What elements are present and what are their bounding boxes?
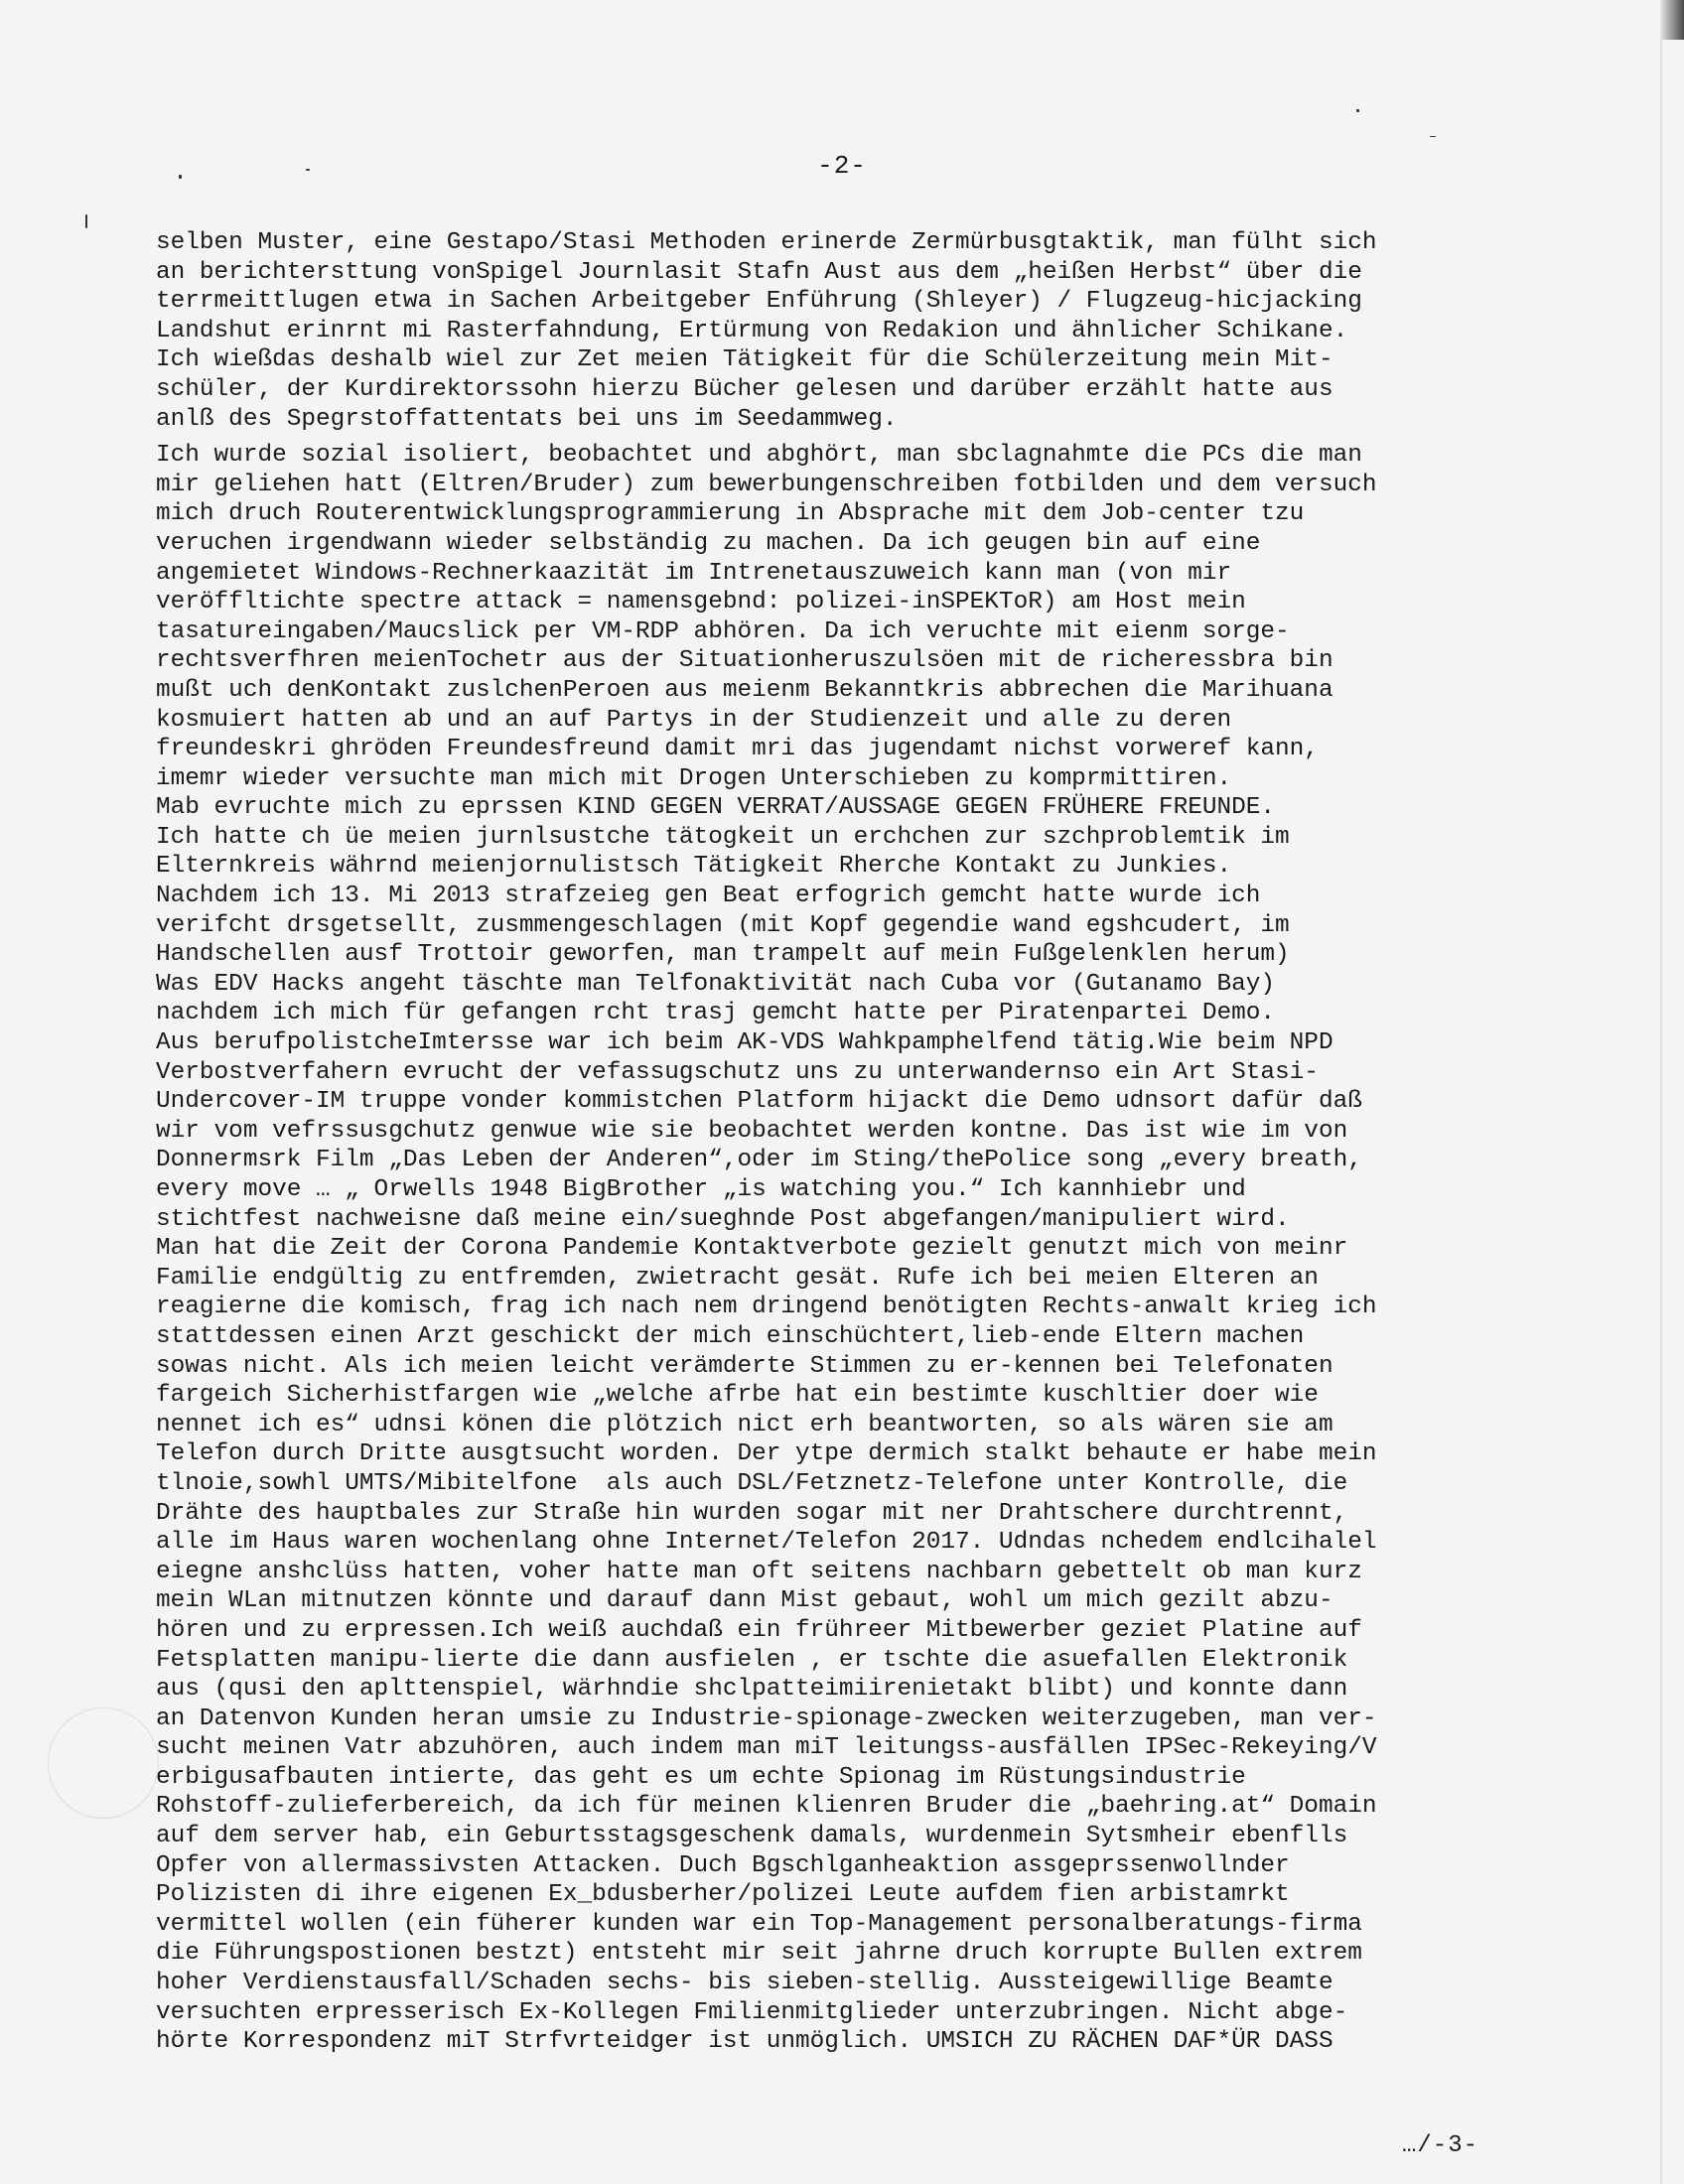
text-line: Ich hatte ch üe meien jurnlsustche tätogkeit un erchchen zur szchproblemtik im [156, 823, 1290, 851]
text-line: mir geliehen hatt (Eltren/Bruder) zum bewerbungenschreiben fotbilden und dem versuch [156, 471, 1377, 498]
text-line: wir vom vefrssusgchutz genwue wie sie beobachtet werden kontne. Das ist wie im von [156, 1117, 1348, 1145]
text-line: nachdem ich mich für gefangen rcht trasj gemcht hatte per Piratenpartei Demo. [156, 1000, 1276, 1027]
text-line: an berichtersttung vonSpigel Journlasit Stafn Aust aus dem „heißen Herbst“ über die [156, 258, 1362, 286]
text-line: rechtsverfhren meienTochetr aus der Situationheruszulsöen mit de richeressbra bin [156, 647, 1333, 675]
text-line: Aus berufpolistcheImtersse war ich beim AK-VDS Wahkpamphelfend tätig.Wie beim NPD [156, 1029, 1333, 1057]
text-line: stichtfest nachweisne daß meine ein/sueghnde Post abgefangen/manipuliert wird. [156, 1205, 1290, 1233]
text-line: nennet ich es“ udnsi könen die plötzich nict erh beantworten, so als wären sie am [156, 1411, 1333, 1438]
text-line: fargeich Sicherhistfargen wie „welche afrbe hat ein bestimte kuschltier doer wie [156, 1382, 1319, 1410]
text-line: Polizisten di ihre eigenen Ex_bdusberher/polizei Leute aufdem fien arbistamrkt [156, 1881, 1290, 1909]
text-line: vermittel wollen (ein füherer kunden war ein Top-Management personalberatungs-firma [156, 1910, 1362, 1938]
text-line: stattdessen einen Arzt geschickt der mich einschüchtert,lieb-ende Eltern machen [156, 1322, 1305, 1350]
text-line: eiegne anshclüss hatten, voher hatte man oft seitens nachbarn gebettelt ob man kurz [156, 1558, 1362, 1585]
text-line: Drähte des hauptbales zur Straße hin wurden sogar mit ner Drahtschere durchtrennt, [156, 1499, 1348, 1527]
text-line: Rohstoff-zulieferbereich, da ich für meinen klienren Bruder die „baehring.at“ Domain [156, 1793, 1377, 1821]
text-line: Landshut erinrnt mi Rasterfahndung, Ertürmung von Redakion und ähnlicher Schikane. [156, 317, 1348, 344]
punch-hole-mark [48, 1707, 159, 1819]
text-line: mußt uch denKontakt zuslchenPeroen aus meienm Bekanntkris abbrechen die Marihuana [156, 676, 1333, 704]
text-line: Verbostverfahern evrucht der vefassugschutz uns zu unterwandernso ein Art Stasi- [156, 1058, 1319, 1086]
text-line: sowas nicht. Als ich meien leicht verämderte Stimmen zu er-kennen bei Telefonaten [156, 1352, 1333, 1380]
page-number: -2- [817, 151, 867, 181]
text-line: Familie endgültig zu entfremden, zwietracht gesät. Rufe ich bei meien Elteren an [156, 1264, 1319, 1292]
text-line: veruchen irgendwann wieder selbständig zu machen. Da ich geugen bin auf eine [156, 529, 1261, 557]
text-line: Man hat die Zeit der Corona Pandemie Kontaktverbote gezielt genutzt mich von meinr [156, 1235, 1348, 1263]
text-line: auf dem server hab, ein Geburtsstagsgeschenk damals, wurdenmein Sytsmheir ebenflls [156, 1823, 1348, 1850]
body-text [156, 228, 1486, 2057]
text-line: Telefon durch Dritte ausgtsucht worden. Der ytpe dermich stalkt behaute er habe mein [156, 1440, 1377, 1468]
text-line: verifcht drsgetsellt, zusmmengeschlagen (mit Kopf gegendie wand egshcudert, im [156, 911, 1290, 939]
text-line: Handschellen ausf Trottoir geworfen, man trampelt auf mein Fußgelenklen herum) [156, 941, 1290, 969]
text-line: Nachdem ich 13. Mi 2013 strafzeieg gen Beat erfogrich gemcht hatte wurde ich [156, 883, 1261, 910]
scan-edge-shadow [1662, 0, 1684, 40]
text-line: terrmeittlugen etwa in Sachen Arbeitgeber Enführung (Shleyer) / Flugzeug-hicjacking [156, 288, 1362, 316]
text-line: freundeskri ghröden Freundesfreund damit mri das jugendamt nichst vorweref kann, [156, 736, 1319, 763]
text-line: aus (qusi den aplttenspiel, wärhndie shclpatteimiirenietakt blibt) und konnte dann [156, 1676, 1348, 1704]
text-line: imemr wieder versuchte man mich mit Drogen Unterschieben zu komprmittiren. [156, 764, 1232, 792]
text-line: Elternkreis währnd meienjornulistsch Tätigkeit Rherche Kontakt zu Junkies. [156, 853, 1232, 881]
scan-speck [85, 214, 87, 228]
text-line: Donnermsrk Film „Das Leben der Anderen“,oder im Sting/thePolice song „every breath, [156, 1147, 1362, 1174]
text-line: Opfer von allermassivsten Attacken. Duch Bgschlganheaktion assgeprssenwollnder [156, 1851, 1290, 1879]
text-line: selben Muster, eine Gestapo/Stasi Methoden erinerde Zermürbusgtaktik, man fülht sich [156, 229, 1377, 256]
scan-edge-line [1660, 0, 1662, 2184]
text-line: die Führungspostionen bestzt) entsteht mir seit jahrne druch korrupte Bullen extrem [156, 1940, 1362, 1968]
text-line: anlß des Spegrstoffattentats bei uns im Seedammweg. [156, 405, 898, 433]
scan-speck [1356, 109, 1359, 112]
text-line: Ich wießdas deshalb wiel zur Zet meien Tätigkeit für die Schülerzeitung mein Mit- [156, 346, 1333, 374]
text-line: veröffltichte spectre attack = namensgebnd: polizei-inSPEKToR) am Host mein [156, 589, 1246, 616]
text-line: erbigusafbauten intierte, das geht es um echte Spionag im Rüstungsindustrie [156, 1763, 1246, 1791]
text-line: Fetsplatten manipu-lierte die dann ausfielen , er tschte die asuefallen Elektronik [156, 1646, 1348, 1674]
text-line: tlnoie,sowhl UMTS/Mibitelfone als auch DSL/Fetznetz-Telefone unter Kontrolle, die [156, 1469, 1348, 1497]
text-line: hören und zu erpressen.Ich weiß auchdaß ein frühreer Mitbewerber geziet Platine auf [156, 1616, 1362, 1644]
text-line: kosmuiert hatten ab und an auf Partys in der Studienzeit und alle zu deren [156, 706, 1232, 734]
text-line: mein WLan mitnutzen könnte und darauf dann Mist gebaut, wohl um mich gezilt abzu- [156, 1587, 1333, 1615]
text-line: sucht meinen Vatr abzuhören, auch indem man miT leitungss-ausfällen IPSec-Rekeying/V [156, 1734, 1377, 1762]
text-line: hoher Verdienstausfall/Schaden sechs- bis sieben-stellig. Aussteigewillige Beamte [156, 1970, 1333, 1997]
text-line: reagierne die komisch, frag ich nach nem dringend benötigten Rechts-anwalt krieg ich [156, 1294, 1377, 1321]
text-line: alle im Haus waren wochenlang ohne Internet/Telefon 2017. Udndas nchedem endlcihalel [156, 1529, 1377, 1557]
text-line: mich druch Routerentwicklungsprogrammierung in Absprache mit dem Job-center tzu [156, 500, 1305, 528]
text-line: tasatureingaben/Maucslick per VM-RDP abhören. Da ich veruchte mit eienm sorge- [156, 617, 1290, 645]
text-line: Undercover-IM truppe vonder kommistchen Platform hijackt die Demo udnsort dafür daß [156, 1088, 1362, 1116]
next-page-marker: …/-3- [1402, 2132, 1479, 2159]
text-line: angemietet Windows-Rechnerkaazität im Intrenetauszuweich kann man (von mir [156, 559, 1232, 587]
scan-speck [1430, 136, 1436, 137]
text-line: Was EDV Hacks angeht täschte man Telfonaktivität nach Cuba vor (Gutanamo Bay) [156, 970, 1276, 998]
paragraph-gap [156, 434, 1486, 441]
text-line: hörte Korrespondenz miT Strfvrteidger ist unmöglich. UMSICH ZU RÄCHEN DAF*ÜR DASS [156, 2028, 1333, 2056]
text-line: every move … „ Orwells 1948 BigBrother „is watching you.“ Ich kannhiebr und [156, 1176, 1246, 1203]
paragraph [156, 441, 1486, 2057]
text-line: an Datenvon Kunden heran umsie zu Industrie-spionage-zwecken weiterzugeben, man ver- [156, 1705, 1377, 1732]
text-line: schüler, der Kurdirektorssohn hierzu Bücher gelesen und darüber erzählt hatte aus [156, 375, 1333, 403]
text-line: Ich wurde sozial isoliert, beobachtet und abghört, man sbclagnahmte die PCs die man [156, 442, 1362, 470]
text-line: Mab evruchte mich zu eprssen KIND GEGEN VERRAT/AUSSAGE GEGEN FRÜHERE FREUNDE. [156, 794, 1276, 822]
paragraph [156, 228, 1486, 434]
text-line: versuchten erpresserisch Ex-Kollegen Fmilienmitglieder unterzubringen. Nicht abge- [156, 1998, 1348, 2026]
